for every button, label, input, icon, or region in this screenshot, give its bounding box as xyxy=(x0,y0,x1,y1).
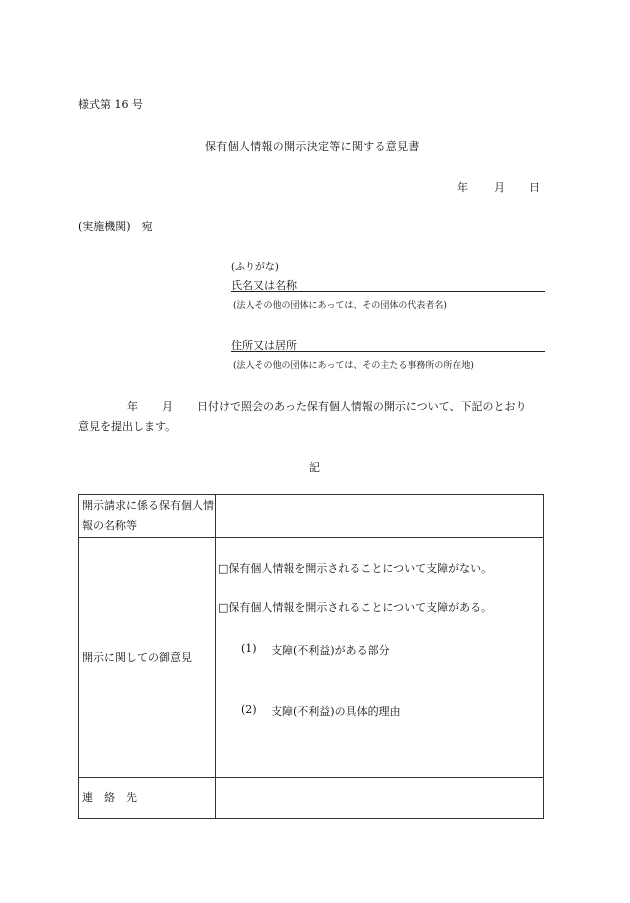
table-row xyxy=(79,495,544,538)
opinion-table xyxy=(78,494,544,819)
option-no-objection-checkbox[interactable]: □保有個人情報を開示されることについて支障がない。 xyxy=(218,562,493,575)
row1-value-cell[interactable] xyxy=(216,495,544,538)
body-month: 月 xyxy=(162,400,173,413)
body-year: 年 xyxy=(127,400,138,413)
sub-item-2-text: 支障(不利益)の具体的理由 xyxy=(271,705,401,718)
name-note: (法人その他の団体にあっては、その団体の代表者名) xyxy=(233,301,447,311)
address-label: 住所又は居所 xyxy=(231,339,297,352)
option-objection-checkbox[interactable]: □保有個人情報を開示されることについて支障がある。 xyxy=(218,601,493,614)
date-day-label: 日 xyxy=(529,181,540,194)
table-row xyxy=(79,538,544,778)
recipient: (実施機関) 宛 xyxy=(78,220,153,233)
ki-heading: 記 xyxy=(309,461,320,474)
body-line1-text: 日付けで照会のあった保有個人情報の開示について、下記のとおり xyxy=(197,400,527,413)
sub-item-1-number: (1) xyxy=(241,642,257,655)
row2-value-cell xyxy=(216,538,544,778)
body-line2-text: 意見を提出します。 xyxy=(78,420,177,433)
name-label: 氏名又は名称 xyxy=(231,279,297,292)
date-year-label: 年 xyxy=(457,181,468,194)
row3-label: 連 絡 先 xyxy=(79,778,216,819)
name-underline xyxy=(231,291,545,292)
page-title: 保有個人情報の開示決定等に関する意見書 xyxy=(205,140,420,153)
form-number: 様式第 16 号 xyxy=(78,98,143,111)
row1-label: 開示請求に係る保有個人情報の名称等 xyxy=(79,495,216,538)
sub-item-1-text: 支障(不利益)がある部分 xyxy=(271,644,390,657)
row2-label: 開示に関しての御意見 xyxy=(79,538,216,778)
table-row xyxy=(79,778,544,819)
address-note: (法人その他の団体にあっては、その主たる事務所の所在地) xyxy=(233,361,474,371)
furigana-label: (ふりがな) xyxy=(231,262,279,273)
address-underline xyxy=(231,351,545,352)
sub-item-2-number: (2) xyxy=(241,703,257,716)
date-month-label: 月 xyxy=(494,181,505,194)
row3-value-cell[interactable] xyxy=(216,778,544,819)
